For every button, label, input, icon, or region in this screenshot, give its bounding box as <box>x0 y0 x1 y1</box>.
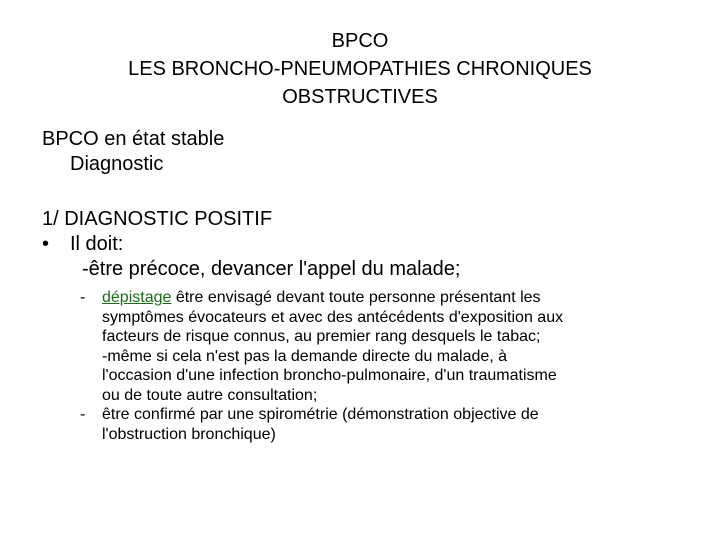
depistage-link[interactable]: dépistage <box>102 289 172 306</box>
list-item-line: être confirmé par une spirométrie (démonstration objective de <box>102 406 539 423</box>
list-item-body <box>102 288 690 405</box>
title-line-1: BPCO <box>331 30 389 52</box>
item1-line1-text: être envisagé devant toute personne présentant les <box>171 289 541 306</box>
section-heading: 1/ DIAGNOSTIC POSITIF <box>42 208 273 230</box>
list-item-body <box>102 405 690 444</box>
title-line-3: OBSTRUCTIVES <box>282 86 438 108</box>
list-item-line: ou de toute autre consultation; <box>102 386 318 404</box>
bullet-line <box>42 232 461 257</box>
dash-marker: - <box>80 406 86 423</box>
list-item-line: -même si cela n'est pas la demande directe du malade, à <box>102 347 508 365</box>
list-item-line: symptômes évocateurs et avec des antécédents d'exposition aux <box>102 308 564 326</box>
bullet-icon: • <box>42 233 50 255</box>
first-point: -être précoce, devancer l'appel du malade; <box>82 258 461 280</box>
list-item-line: facteurs de risque connus, au premier rang desquels le tabac; <box>102 328 541 345</box>
slide-title <box>0 27 720 111</box>
list-item <box>80 288 690 405</box>
bullet-text: Il doit: <box>70 233 124 255</box>
list-item <box>80 405 690 444</box>
subtitle-line-1: BPCO en état stable <box>42 128 225 150</box>
list-item-line: l'occasion d'une infection broncho-pulmonaire, d'un traumatisme <box>102 367 557 384</box>
list-item-line: l'obstruction bronchique) <box>102 425 276 443</box>
title-line-2: LES BRONCHO-PNEUMOPATHIES CHRONIQUES <box>128 58 592 80</box>
diagnostic-section <box>42 207 461 282</box>
subtitle-line-2: Diagnostic <box>70 153 164 175</box>
slide-subtitle <box>42 127 224 177</box>
list-item-line <box>102 288 690 308</box>
requirements-list <box>80 288 690 444</box>
dash-marker: - <box>80 289 86 306</box>
